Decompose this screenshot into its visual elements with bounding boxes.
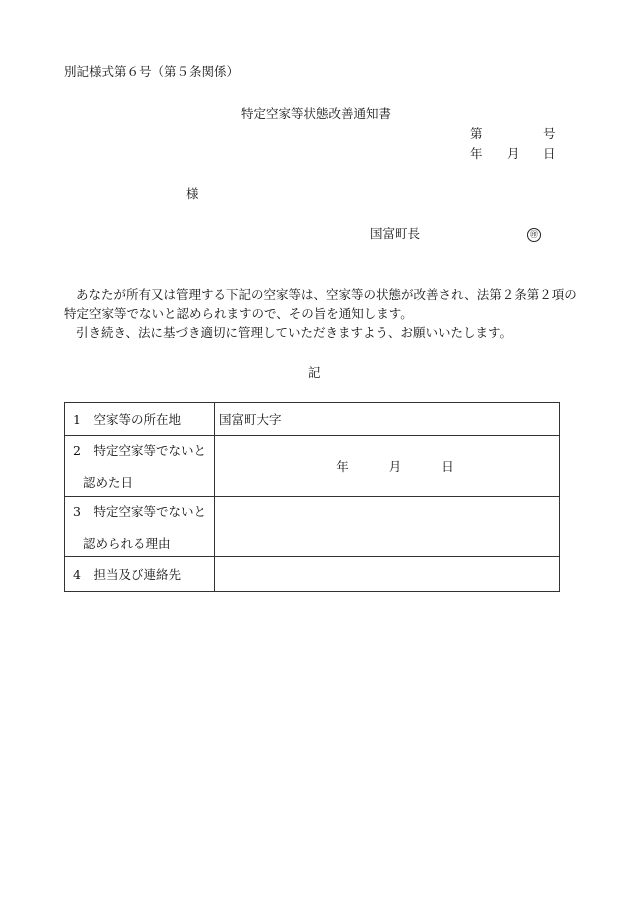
row3-value — [215, 497, 560, 557]
row4-label: 4 担当及び連絡先 — [65, 557, 215, 592]
row2-label-line1: 2 特定空家等でないと — [73, 443, 206, 458]
row1-value: 国富町大字 — [215, 403, 560, 436]
addressee-suffix: 様 — [186, 186, 199, 201]
row3-label-line2: 認められる理由 — [83, 535, 171, 551]
document-title: 特定空家等状態改善通知書 — [241, 106, 392, 121]
seal-icon: ㊞ — [527, 228, 541, 242]
row2-date — [215, 436, 560, 497]
ki-heading: 記 — [308, 365, 321, 380]
table-row — [65, 436, 560, 497]
row3-label-line1: 3 特定空家等でないと — [73, 503, 206, 519]
details-table — [64, 402, 560, 592]
form-number: 別記様式第６号（第５条関係） — [64, 64, 240, 79]
sender-name: 国富町長 — [370, 226, 421, 241]
table-row — [65, 403, 560, 436]
body-paragraph-1-line-2: 特定空家等でないと認められますので、その旨を通知します。 — [64, 306, 413, 321]
date-day: 日 — [543, 146, 556, 161]
row4-value — [215, 557, 560, 592]
table-row — [65, 497, 560, 557]
row2-label-line2: 認めた日 — [83, 475, 134, 490]
number-prefix: 第 — [470, 126, 483, 141]
row2-year: 年 — [336, 459, 349, 474]
body-paragraph-2: 引き続き、法に基づき適切に管理していただきますよう、お願いいたします。 — [76, 325, 513, 340]
body-paragraph-1-line-1: あなたが所有又は管理する下記の空家等は、空家等の状態が改善され、法第２条第２項の — [76, 287, 577, 302]
row2-day: 日 — [441, 459, 454, 474]
row3-label — [65, 497, 215, 557]
seal-mark — [527, 227, 541, 242]
number-suffix: 号 — [543, 126, 556, 141]
row2-month: 月 — [388, 459, 402, 474]
date-month: 月 — [507, 146, 520, 161]
date-year: 年 — [470, 146, 483, 161]
row2-label — [65, 436, 215, 497]
table-row — [65, 557, 560, 592]
row1-label: 1 空家等の所在地 — [65, 403, 215, 436]
